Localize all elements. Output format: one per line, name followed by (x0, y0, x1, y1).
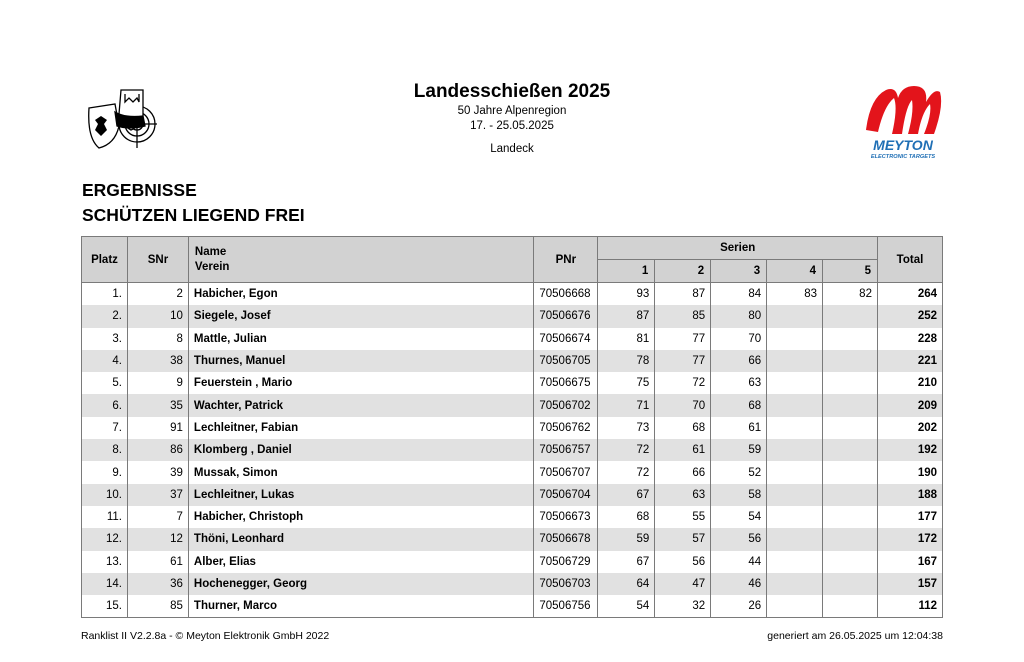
cell-s1: 64 (598, 573, 655, 595)
cell-s3: 61 (711, 417, 767, 439)
cell-name: Mattle, Julian (188, 328, 533, 350)
cell-s5 (823, 305, 878, 327)
event-dates: 17. - 25.05.2025 (470, 120, 554, 132)
table-row (82, 350, 943, 372)
cell-s1: 59 (598, 528, 655, 550)
cell-s2: 70 (655, 394, 711, 416)
header-serien: Serien (598, 237, 878, 260)
header-verein: Verein (194, 260, 230, 273)
cell-name: Mussak, Simon (188, 461, 533, 483)
cell-s1: 72 (598, 439, 655, 461)
table-row (82, 283, 943, 306)
cell-platz: 12. (82, 528, 128, 550)
cell-s3: 80 (711, 305, 767, 327)
table-row (82, 417, 943, 439)
cell-total: 228 (877, 328, 942, 350)
cell-s5 (823, 551, 878, 573)
table-row (82, 328, 943, 350)
cell-total: 221 (877, 350, 942, 372)
cell-s3: 26 (711, 595, 767, 618)
cell-s2: 56 (655, 551, 711, 573)
header-serie-5: 5 (823, 260, 878, 283)
table-row (82, 372, 943, 394)
cell-name: Klomberg , Daniel (188, 439, 533, 461)
cell-name: Thöni, Leonhard (188, 528, 533, 550)
event-location: Landeck (490, 143, 534, 155)
cell-total: 177 (877, 506, 942, 528)
cell-snr: 91 (127, 417, 188, 439)
cell-s5 (823, 461, 878, 483)
cell-name: Alber, Elias (188, 551, 533, 573)
cell-total: 252 (877, 305, 942, 327)
cell-s1: 67 (598, 551, 655, 573)
cell-snr: 12 (127, 528, 188, 550)
cell-s4 (767, 439, 823, 461)
cell-pnr: 70506756 (534, 595, 598, 618)
cell-s4 (767, 461, 823, 483)
cell-platz: 1. (82, 283, 128, 306)
cell-snr: 38 (127, 350, 188, 372)
cell-pnr: 70506674 (534, 328, 598, 350)
header-snr: SNr (127, 237, 188, 283)
cell-s1: 81 (598, 328, 655, 350)
cell-s4 (767, 328, 823, 350)
cell-snr: 2 (127, 283, 188, 306)
cell-name: Siegele, Josef (188, 305, 533, 327)
table-row (82, 506, 943, 528)
cell-s3: 59 (711, 439, 767, 461)
cell-total: 202 (877, 417, 942, 439)
cell-s4 (767, 484, 823, 506)
results-heading (82, 178, 305, 228)
header (362, 80, 662, 155)
cell-s3: 54 (711, 506, 767, 528)
cell-platz: 13. (82, 551, 128, 573)
cell-total: 172 (877, 528, 942, 550)
heading-line-2: SCHÜTZEN LIEGEND FREI (82, 205, 305, 225)
cell-snr: 85 (127, 595, 188, 618)
cell-name: Thurner, Marco (188, 595, 533, 618)
cell-s4 (767, 573, 823, 595)
cell-s2: 85 (655, 305, 711, 327)
header-serie-1: 1 (598, 260, 655, 283)
cell-s1: 78 (598, 350, 655, 372)
cell-s5 (823, 595, 878, 618)
table-row (82, 305, 943, 327)
cell-platz: 7. (82, 417, 128, 439)
header-serie-3: 3 (711, 260, 767, 283)
cell-s2: 77 (655, 328, 711, 350)
cell-name: Habicher, Egon (188, 283, 533, 306)
crest-logo (85, 86, 157, 154)
logo-brand: MEYTON (873, 137, 933, 153)
cell-s5 (823, 484, 878, 506)
cell-snr: 36 (127, 573, 188, 595)
cell-s2: 68 (655, 417, 711, 439)
cell-total: 209 (877, 394, 942, 416)
cell-s5 (823, 573, 878, 595)
cell-name: Thurnes, Manuel (188, 350, 533, 372)
cell-pnr: 70506762 (534, 417, 598, 439)
cell-platz: 6. (82, 394, 128, 416)
cell-snr: 86 (127, 439, 188, 461)
cell-s2: 63 (655, 484, 711, 506)
cell-s3: 46 (711, 573, 767, 595)
cell-s3: 63 (711, 372, 767, 394)
header-pnr: PNr (534, 237, 598, 283)
header-total: Total (877, 237, 942, 283)
cell-name: Lechleitner, Fabian (188, 417, 533, 439)
cell-platz: 3. (82, 328, 128, 350)
cell-s4 (767, 595, 823, 618)
cell-s2: 66 (655, 461, 711, 483)
cell-pnr: 70506704 (534, 484, 598, 506)
cell-s1: 71 (598, 394, 655, 416)
cell-total: 190 (877, 461, 942, 483)
cell-snr: 9 (127, 372, 188, 394)
cell-s1: 68 (598, 506, 655, 528)
table-row (82, 439, 943, 461)
cell-s1: 73 (598, 417, 655, 439)
cell-s2: 77 (655, 350, 711, 372)
table-row (82, 528, 943, 550)
cell-s4 (767, 372, 823, 394)
cell-s3: 58 (711, 484, 767, 506)
cell-platz: 14. (82, 573, 128, 595)
header-name: Name (194, 245, 227, 258)
heading-line-1: ERGEBNISSE (82, 180, 197, 200)
cell-s4 (767, 506, 823, 528)
cell-platz: 9. (82, 461, 128, 483)
cell-s2: 57 (655, 528, 711, 550)
cell-s3: 52 (711, 461, 767, 483)
results-body (82, 283, 943, 618)
cell-snr: 39 (127, 461, 188, 483)
cell-s3: 84 (711, 283, 767, 306)
cell-s5 (823, 328, 878, 350)
cell-s5 (823, 506, 878, 528)
cell-s5 (823, 350, 878, 372)
cell-platz: 15. (82, 595, 128, 618)
cell-pnr: 70506707 (534, 461, 598, 483)
cell-s5 (823, 394, 878, 416)
logo-tagline: ELECTRONIC TARGETS (870, 154, 936, 160)
cell-s1: 72 (598, 461, 655, 483)
cell-pnr: 70506729 (534, 551, 598, 573)
cell-platz: 4. (82, 350, 128, 372)
cell-s4 (767, 551, 823, 573)
header-serie-4: 4 (767, 260, 823, 283)
table-row (82, 461, 943, 483)
cell-platz: 5. (82, 372, 128, 394)
cell-pnr: 70506705 (534, 350, 598, 372)
cell-snr: 37 (127, 484, 188, 506)
cell-s2: 61 (655, 439, 711, 461)
footer-version: Ranklist II V2.2.8a - © Meyton Elektronik GmbH 2022 (81, 630, 330, 642)
cell-s4 (767, 305, 823, 327)
cell-total: 188 (877, 484, 942, 506)
header-platz: Platz (82, 237, 128, 283)
footer-generated: generiert am 26.05.2025 um 12:04:38 (767, 630, 943, 642)
event-subtitle: 50 Jahre Alpenregion (457, 105, 567, 117)
cell-s2: 72 (655, 372, 711, 394)
cell-name: Feuerstein , Mario (188, 372, 533, 394)
table-row (82, 484, 943, 506)
cell-name: Wachter, Patrick (188, 394, 533, 416)
cell-total: 192 (877, 439, 942, 461)
cell-pnr: 70506678 (534, 528, 598, 550)
cell-platz: 11. (82, 506, 128, 528)
cell-total: 112 (877, 595, 942, 618)
cell-pnr: 70506676 (534, 305, 598, 327)
cell-s3: 68 (711, 394, 767, 416)
table-row (82, 595, 943, 618)
cell-pnr: 70506673 (534, 506, 598, 528)
cell-snr: 8 (127, 328, 188, 350)
cell-s1: 54 (598, 595, 655, 618)
table-row (82, 573, 943, 595)
meyton-logo (862, 80, 944, 162)
cell-s4: 83 (767, 283, 823, 306)
cell-name: Habicher, Christoph (188, 506, 533, 528)
header-name-verein (188, 237, 533, 283)
cell-s2: 32 (655, 595, 711, 618)
cell-s5 (823, 417, 878, 439)
header-serie-2: 2 (655, 260, 711, 283)
cell-s1: 87 (598, 305, 655, 327)
table-row (82, 394, 943, 416)
cell-s3: 66 (711, 350, 767, 372)
event-title: Landesschießen 2025 (413, 81, 611, 102)
cell-s1: 93 (598, 283, 655, 306)
cell-pnr: 70506668 (534, 283, 598, 306)
cell-s5 (823, 439, 878, 461)
cell-s1: 67 (598, 484, 655, 506)
results-table (81, 236, 943, 618)
cell-s1: 75 (598, 372, 655, 394)
cell-pnr: 70506757 (534, 439, 598, 461)
cell-s5 (823, 372, 878, 394)
cell-snr: 7 (127, 506, 188, 528)
cell-platz: 10. (82, 484, 128, 506)
cell-s5 (823, 528, 878, 550)
cell-snr: 61 (127, 551, 188, 573)
cell-s4 (767, 394, 823, 416)
table-row (82, 551, 943, 573)
cell-s2: 47 (655, 573, 711, 595)
cell-s5: 82 (823, 283, 878, 306)
cell-s4 (767, 350, 823, 372)
cell-name: Lechleitner, Lukas (188, 484, 533, 506)
cell-snr: 10 (127, 305, 188, 327)
cell-s4 (767, 417, 823, 439)
cell-pnr: 70506702 (534, 394, 598, 416)
cell-platz: 2. (82, 305, 128, 327)
cell-pnr: 70506675 (534, 372, 598, 394)
cell-s2: 87 (655, 283, 711, 306)
cell-total: 167 (877, 551, 942, 573)
cell-snr: 35 (127, 394, 188, 416)
cell-pnr: 70506703 (534, 573, 598, 595)
cell-s3: 56 (711, 528, 767, 550)
cell-s3: 70 (711, 328, 767, 350)
cell-total: 210 (877, 372, 942, 394)
cell-s2: 55 (655, 506, 711, 528)
cell-total: 264 (877, 283, 942, 306)
cell-s4 (767, 528, 823, 550)
cell-s3: 44 (711, 551, 767, 573)
cell-total: 157 (877, 573, 942, 595)
cell-name: Hochenegger, Georg (188, 573, 533, 595)
cell-platz: 8. (82, 439, 128, 461)
